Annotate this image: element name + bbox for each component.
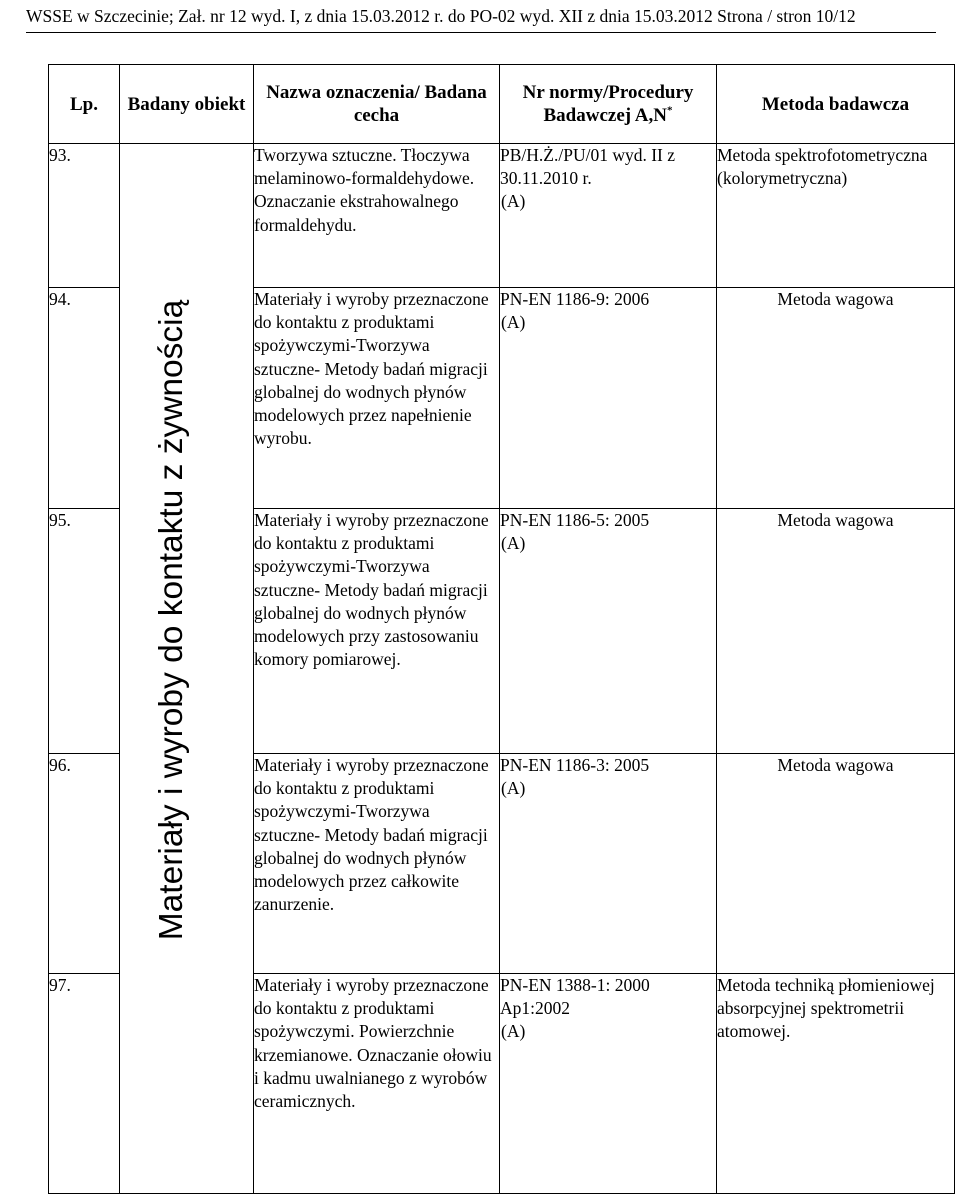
row-name: Tworzywa sztuczne. Tłoczywa melaminowo-formaldehydowe. Oznaczanie ekstrahowalnego formaldehydu. <box>254 144 500 288</box>
norm-number: PN-EN 1388-1: 2000 Ap1:2002 <box>500 975 650 1019</box>
accreditation-mark: (A) <box>501 778 526 799</box>
row-method: Metoda wagowa <box>717 509 955 754</box>
norm-number: PN-EN 1186-3: 2005 <box>500 755 650 775</box>
row-name: Materiały i wyroby przeznaczone do kontaktu z produktami spożywczymi-Tworzywa sztuczne- Metody badań migracji globalnej do wodnych płynów modelowych przez całkowite zanurzenie. <box>254 754 500 974</box>
row-lp: 96. <box>49 754 120 974</box>
row-name: Materiały i wyroby przeznaczone do kontaktu z produktami spożywczymi-Tworzywa sztuczne- Metody badań migracji globalnej do wodnych płynów modelowych przez napełnienie wyrobu. <box>254 288 500 509</box>
column-header-norm-text: Nr normy/Procedury Badawczej A,N <box>522 82 694 126</box>
footnote-marker: * <box>666 104 673 117</box>
accreditation-mark: (A) <box>501 312 526 333</box>
row-lp: 95. <box>49 509 120 754</box>
accreditation-mark: (A) <box>501 191 526 212</box>
row-method: Metoda techniką płomieniowej absorpcyjnej spektrometrii atomowej. <box>717 974 955 1194</box>
row-method: Metoda wagowa <box>717 754 955 974</box>
table-header-row <box>49 65 955 144</box>
row-lp: 97. <box>49 974 120 1194</box>
column-header-norm <box>500 65 717 144</box>
row-lp: 94. <box>49 288 120 509</box>
row-lp: 93. <box>49 144 120 288</box>
column-header-object: Badany obiekt <box>120 65 254 144</box>
accreditation-mark: (A) <box>501 533 526 554</box>
accreditation-mark: (A) <box>501 1021 526 1042</box>
norm-number: PN-EN 1186-5: 2005 <box>500 510 650 530</box>
object-cell <box>120 144 254 1194</box>
row-name: Materiały i wyroby przeznaczone do kontaktu z produktami spożywczymi-Tworzywa sztuczne- Metody badań migracji globalnej do wodnych płynów modelowych przy zastosowaniu komory pomiarowej. <box>254 509 500 754</box>
row-norm <box>500 509 717 754</box>
object-label: Materiały i wyroby do kontaktu z żywnością <box>153 299 190 941</box>
row-method: Metoda wagowa <box>717 288 955 509</box>
row-norm <box>500 288 717 509</box>
accreditation-table <box>48 64 955 1194</box>
row-norm <box>500 974 717 1194</box>
row-method: Metoda spektrofotometryczna (kolorymetryczna) <box>717 144 955 288</box>
column-header-method: Metoda badawcza <box>717 65 955 144</box>
header-divider <box>26 32 936 33</box>
row-name: Materiały i wyroby przeznaczone do kontaktu z produktami spożywczymi. Powierzchnie krzemianowe. Oznaczanie ołowiu i kadmu uwalnianego z wyrobów ceramicznych. <box>254 974 500 1194</box>
column-header-name: Nazwa oznaczenia/ Badana cecha <box>254 65 500 144</box>
norm-number: PN-EN 1186-9: 2006 <box>500 289 650 309</box>
object-label-wrap <box>142 154 202 1086</box>
row-norm <box>500 754 717 974</box>
page-header: WSSE w Szczecinie; Zał. nr 12 wyd. I, z dnia 15.03.2012 r. do PO-02 wyd. XII z dnia 15.03.2012 Strona / stron 10/12 <box>26 6 856 26</box>
table-row <box>49 144 955 288</box>
column-header-lp: Lp. <box>49 65 120 144</box>
norm-number: PB/H.Ż./PU/01 wyd. II z 30.11.2010 r. <box>500 145 675 189</box>
row-norm <box>500 144 717 288</box>
